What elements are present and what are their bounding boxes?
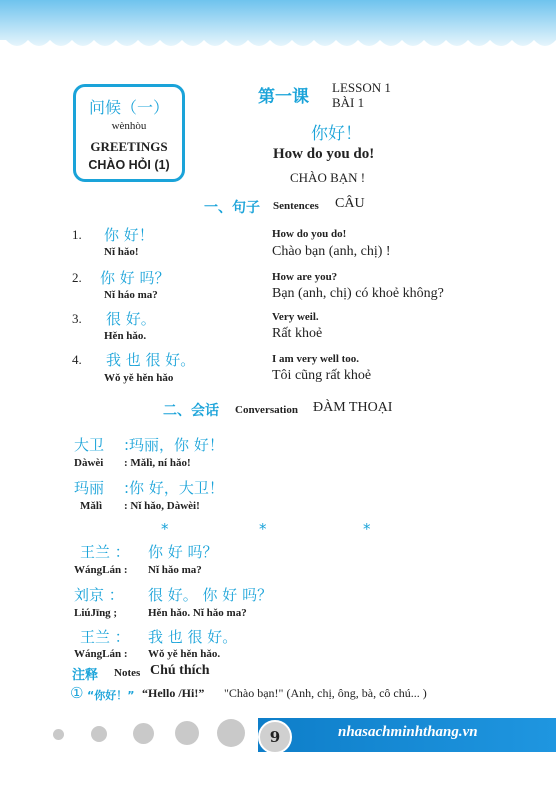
decorative-dot: [91, 726, 107, 742]
dialog-speaker-pinyin: Dàwèi: [74, 457, 104, 469]
dialog-line-pinyin: Wǒ yě hěn hǎo.: [148, 648, 221, 660]
sentence-zh: 你 好 吗？: [100, 269, 170, 287]
decorative-dot: [53, 729, 64, 740]
dialog-line-zh: 很 好。 你 好 吗？: [148, 586, 273, 604]
sentence-zh: 很 好。: [106, 310, 156, 328]
lesson-number-zh: 第一课: [258, 87, 309, 107]
dialog-line-pinyin: Hěn hǎo. Nǐ hǎo ma?: [148, 607, 247, 619]
separator-asterisk: *: [161, 520, 169, 538]
lesson-title-en: How do you do!: [273, 146, 375, 162]
sentence-en: I am very well too.: [272, 353, 360, 365]
sentences-header-en: Sentences: [273, 200, 319, 212]
dialog-line-zh: 我 也 很 好。: [148, 628, 238, 646]
dialog-speaker-pinyin: WángLán :: [74, 564, 128, 576]
website-label: nhasachminhthang.vn: [338, 724, 478, 740]
lesson-number-vi: BÀI 1: [332, 95, 365, 110]
dialog-speaker-zh: 玛丽: [74, 479, 105, 497]
dialog-speaker-zh: 王兰 ：: [80, 543, 130, 561]
dialog-line-pinyin: : Nǐ hǎo, Dàwèi!: [124, 500, 200, 512]
dialog-speaker-pinyin: WángLán :: [74, 648, 128, 660]
separator-asterisk: *: [259, 520, 267, 538]
sentence-pinyin: Hěn hǎo.: [104, 330, 147, 342]
conversation-header-vi: ĐÀM THOẠI: [313, 400, 393, 415]
dialog-speaker-zh: 王兰 ：: [80, 628, 130, 646]
sentence-en: How are you?: [272, 271, 338, 283]
sentence-vi: Chào bạn (anh, chị) !: [272, 244, 391, 259]
sentence-pinyin: Nǐ háo ma?: [104, 289, 158, 301]
decorative-dot: [175, 721, 199, 745]
lesson-title-vi: CHÀO BẠN !: [290, 170, 366, 185]
dialog-line-zh: :你 好，大卫！: [124, 479, 224, 497]
sentence-number: 2.: [72, 270, 82, 285]
lesson-box-english: GREETINGS: [90, 139, 168, 154]
sentence-en: Very weil.: [272, 311, 319, 323]
dialog-line-pinyin: : Mǎlì, ní hǎo!: [124, 457, 191, 469]
notes-item-vi: "Chào bạn!" (Anh, chị, ông, bà, cô chú... ): [224, 686, 427, 700]
decorative-dot: [217, 719, 245, 747]
lesson-box-pinyin: wènhòu: [111, 120, 147, 132]
sentence-vi: Tôi cũng rất khoẻ: [272, 368, 372, 383]
dialog-speaker-pinyin: Mǎlì: [80, 500, 102, 512]
notes-header-vi: Chú thích: [150, 663, 210, 678]
sentence-pinyin: Wǒ yě hěn hǎo: [104, 372, 174, 384]
sentences-header-vi: CÂU: [335, 196, 365, 211]
notes-item-marker: ①: [70, 684, 84, 702]
sentence-number: 4.: [72, 352, 82, 367]
separator-asterisk: *: [363, 520, 371, 538]
notes-header-zh: 注释: [72, 668, 99, 683]
sentence-zh: 你 好！: [104, 226, 154, 244]
conversation-header-zh: 二、会话: [163, 403, 219, 419]
lesson-box-title-zh: 问候（一）: [88, 98, 169, 117]
notes-item-zh: “你好！”: [87, 689, 135, 702]
page-number: 9: [258, 720, 292, 754]
sentence-number: 1.: [72, 227, 82, 242]
sentence-zh: 我 也 很 好。: [106, 351, 196, 369]
sentences-header-zh: 一、句子: [204, 200, 260, 216]
top-wave-band: [0, 0, 556, 60]
lesson-number-en: LESSON 1: [332, 80, 391, 95]
dialog-line-pinyin: Nǐ hǎo ma?: [148, 564, 202, 576]
dialog-line-zh: :玛丽，你 好！: [124, 436, 224, 454]
sentence-vi: Rất khoẻ: [272, 326, 323, 341]
sentence-pinyin: Nǐ hǎo!: [104, 246, 139, 258]
dialog-speaker-zh: 大卫: [74, 436, 105, 454]
lesson-title-box: [73, 84, 185, 182]
dialog-speaker-pinyin: LiúJīng ;: [74, 607, 118, 619]
dialog-line-zh: 你 好 吗？: [148, 543, 218, 561]
sentence-en: How do you do!: [272, 228, 347, 240]
dialog-speaker-zh: 刘京 ：: [74, 586, 124, 604]
notes-item-en: “Hello /Hi!”: [142, 686, 205, 700]
lesson-box-vietnamese: CHÀO HỎI (1): [88, 158, 170, 172]
lesson-title-zh: 你好！: [311, 124, 362, 144]
conversation-header-en: Conversation: [235, 404, 298, 416]
decorative-dot: [133, 723, 154, 744]
notes-header-en: Notes: [114, 667, 141, 679]
sentence-vi: Bạn (anh, chị) có khoẻ không?: [272, 286, 444, 301]
sentence-number: 3.: [72, 311, 82, 326]
